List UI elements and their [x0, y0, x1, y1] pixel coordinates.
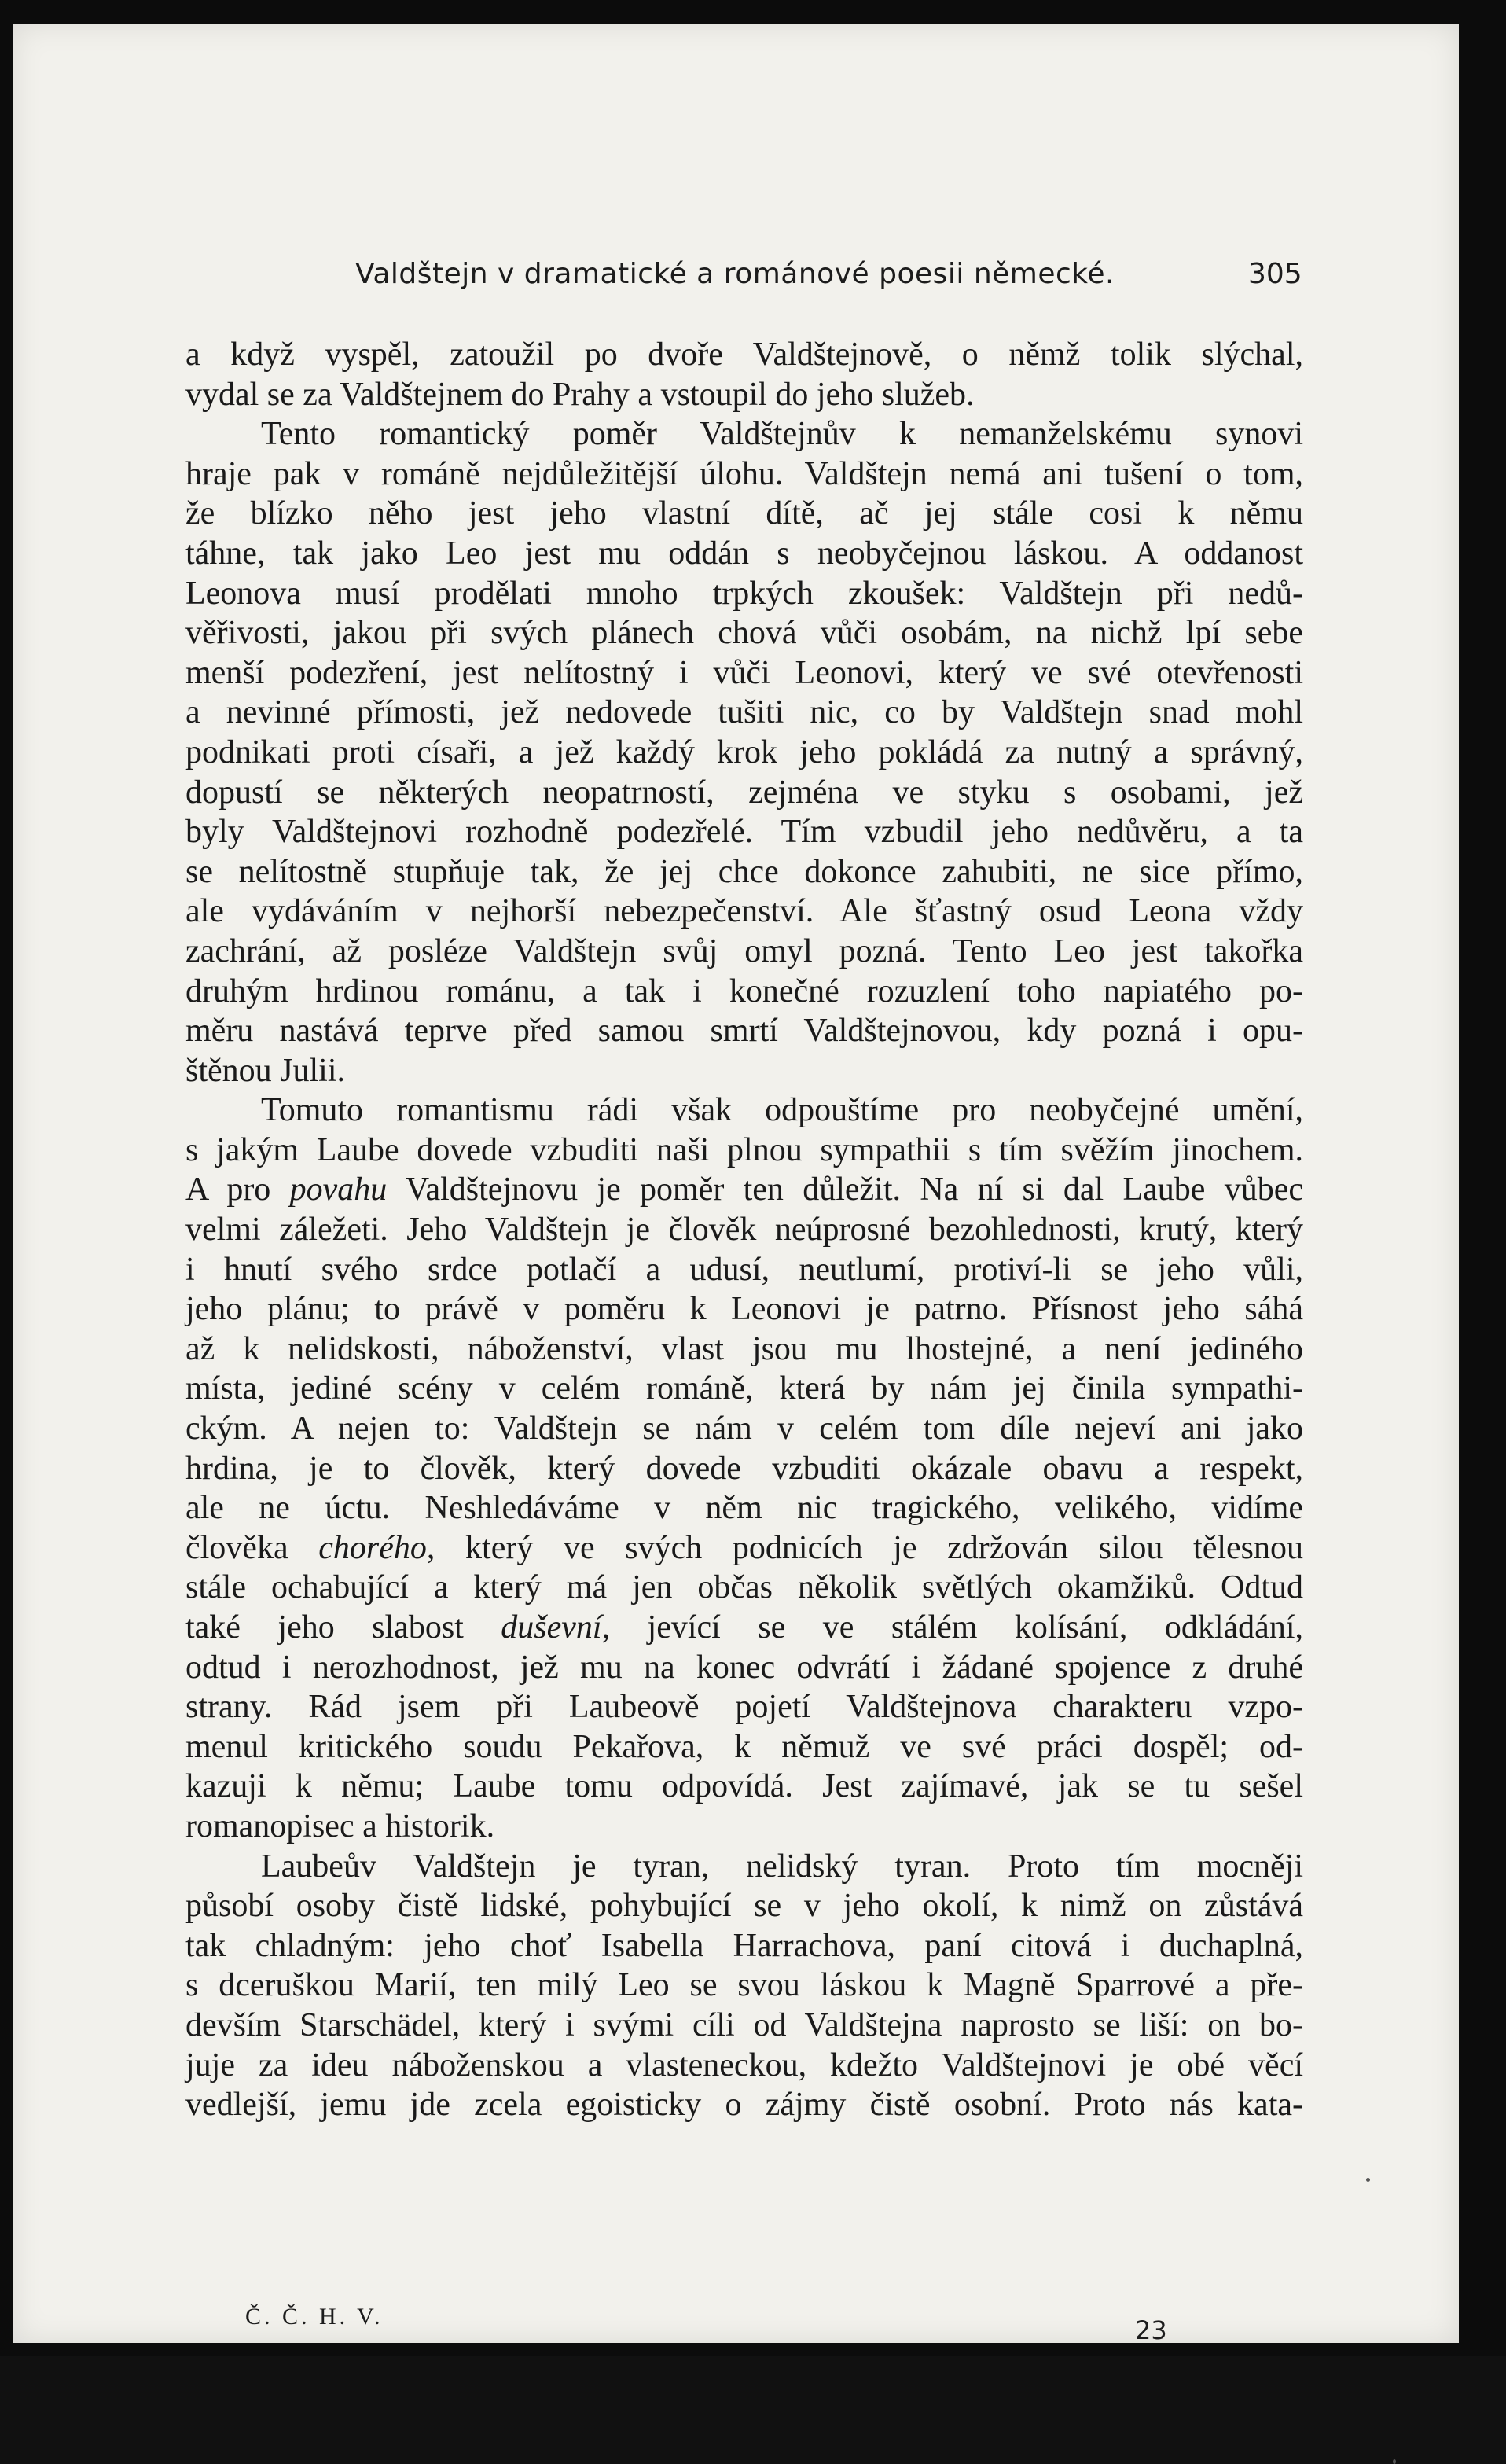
text-line: strany. Rád jsem při Laubeově pojetí Valdštejnova charakteru vzpo-: [185, 1689, 1303, 1726]
text-line: táhne, tak jako Leo jest mu oddán s neobyčejnou láskou. A oddanost: [185, 535, 1303, 572]
text-line: Tomuto romantismu rádi však odpouštíme pro neobyčejné umění,: [261, 1092, 1303, 1129]
page-number: 305: [1248, 258, 1302, 290]
footer-sheet-number: 23: [1135, 2315, 1167, 2345]
text-line: štěnou Julii.: [185, 1052, 346, 1089]
running-head: Valdštejn v dramatické a románové poesii německé.: [355, 258, 1115, 290]
text-line: se nelítostně stupňuje tak, že jej chce dokonce zahubiti, ne sice přímo,: [185, 853, 1303, 890]
text-line: působí osoby čistě lidské, pohybující se v jeho okolí, k nimž on zůstává: [185, 1888, 1303, 1925]
text-line: kazuji k němu; Laube tomu odpovídá. Jest zajímavé, jak se tu sešel: [185, 1768, 1303, 1805]
text-line: dopustí se některých neopatrností, zejména ve styku s osobami, jež: [185, 774, 1303, 811]
text-line: zachrání, až posléze Valdštejn svůj omyl pozná. Tento Leo jest takořka: [185, 932, 1303, 969]
text-line: odtud i nerozhodnost, jež mu na konec odvrátí i žádané spojence z druhé: [185, 1649, 1303, 1686]
text-line: juje za ideu náboženskou a vlasteneckou, kdežto Valdštejnovi je obé věcí: [185, 2047, 1303, 2083]
text-line: že blízko něho jest jeho vlastní dítě, ač jej stále cosi k němu: [185, 495, 1303, 532]
text-line: člověka chorého, který ve svých podnicích je zdržován silou tělesnou: [185, 1529, 1304, 1566]
text-line: měru nastává teprve před samou smrtí Valdštejnovou, kdy pozná i opu-: [185, 1013, 1303, 1050]
italic-emphasis: chorého: [318, 1529, 427, 1566]
paper-speck: [1366, 2178, 1370, 2182]
text-line: s jakým Laube dovede vzbuditi naši plnou sympathii s tím svěžím jinochem.: [185, 1131, 1303, 1168]
text-line: menul kritického soudu Pekařova, k němuž ve své práci dospěl; od-: [185, 1728, 1303, 1765]
footer-signature: Č. Č. H. V.: [245, 2304, 384, 2330]
text-line: místa, jediné scény v celém románě, která by nám jej činila sympathi-: [185, 1370, 1303, 1407]
italic-emphasis: povahu: [289, 1171, 388, 1208]
text-line: ale vydáváním v nejhorší nebezpečenství. Ale šťastný osud Leona vždy: [185, 893, 1303, 930]
text-line: vedlejší, jemu jde zcela egoisticky o zájmy čistě osobní. Proto nás kata-: [185, 2087, 1303, 2124]
body-text: [185, 335, 1303, 2125]
text-line: podnikati proti císaři, a jež každý krok jeho pokládá za nutný a správný,: [185, 734, 1303, 770]
text-line: Leonova musí prodělati mnoho trpkých zkoušek: Valdštejn při nedů-: [185, 575, 1303, 612]
text-line: hrdina, je to člověk, který dovede vzbuditi okázale obavu a respekt,: [185, 1450, 1303, 1487]
text-line: ckým. A nejen to: Valdštejn se nám v celém tom díle nejeví ani jako: [185, 1410, 1303, 1447]
text-line: hraje pak v románě nejdůležitější úlohu. Valdštejn nemá ani tušení o tom,: [185, 455, 1303, 492]
text-line: také jeho slabost duševní, jevící se ve stálém kolísání, odkládání,: [185, 1609, 1303, 1646]
text-line: byly Valdštejnovi rozhodně podezřelé. Tím vzbudil jeho nedůvěru, a ta: [185, 814, 1303, 851]
text-line: A pro povahu Valdštejnovu je poměr ten důležit. Na ní si dal Laube vůbec: [185, 1171, 1304, 1208]
text-line: a když vyspěl, zatoužil po dvoře Valdštejnově, o němž tolik slýchal,: [185, 337, 1303, 373]
text-line: vydal se za Valdštejnem do Prahy a vstoupil do jeho služeb.: [185, 376, 975, 413]
text-line: i hnutí svého srdce potlačí a udusí, neutlumí, protiví-li se jeho vůli,: [185, 1251, 1303, 1288]
text-line: menší podezření, jest nelítostný i vůči Leonovi, který ve své otevřenosti: [185, 654, 1303, 691]
text-line: tak chladným: jeho choť Isabella Harrachova, paní citová i duchaplná,: [185, 1927, 1303, 1964]
text-line: druhým hrdinou románu, a tak i konečné rozuzlení toho napiatého po-: [185, 973, 1303, 1010]
text-line: a nevinné přímosti, jež nedovede tušiti nic, co by Valdštejn snad mohl: [185, 694, 1303, 731]
text-line: věřivosti, jakou při svých plánech chová vůči osobám, na nichž lpí sebe: [185, 615, 1303, 652]
italic-emphasis: duševní: [501, 1609, 602, 1646]
text-line: romanopisec a historik.: [185, 1808, 495, 1844]
text-line: s dceruškou Marií, ten milý Leo se svou láskou k Magně Sparrové a pře-: [185, 1967, 1303, 2004]
text-line: ale ne úctu. Neshledáváme v něm nic tragického, velikého, vidíme: [185, 1490, 1303, 1527]
text-line: stále ochabující a který má jen občas několik světlých okamžiků. Odtud: [185, 1569, 1303, 1606]
paper-speck: [1393, 2459, 1396, 2464]
text-line: až k nelidskosti, náboženství, vlast jsou mu lhostejné, a není jediného: [185, 1330, 1303, 1367]
text-line: Laubeův Valdštejn je tyran, nelidský tyran. Proto tím mocněji: [261, 1848, 1303, 1885]
text-line: jeho plánu; to právě v poměru k Leonovi je patrno. Přísnost jeho sáhá: [185, 1291, 1303, 1328]
text-line: velmi záležeti. Jeho Valdštejn je člověk neúprosné bezohlednosti, krutý, který: [185, 1212, 1303, 1249]
text-line: devším Starschädel, který i svými cíli od Valdštejna naprosto se liší: on bo-: [185, 2006, 1303, 2043]
text-line: Tento romantický poměr Valdštejnův k nemanželskému synovi: [261, 416, 1303, 453]
